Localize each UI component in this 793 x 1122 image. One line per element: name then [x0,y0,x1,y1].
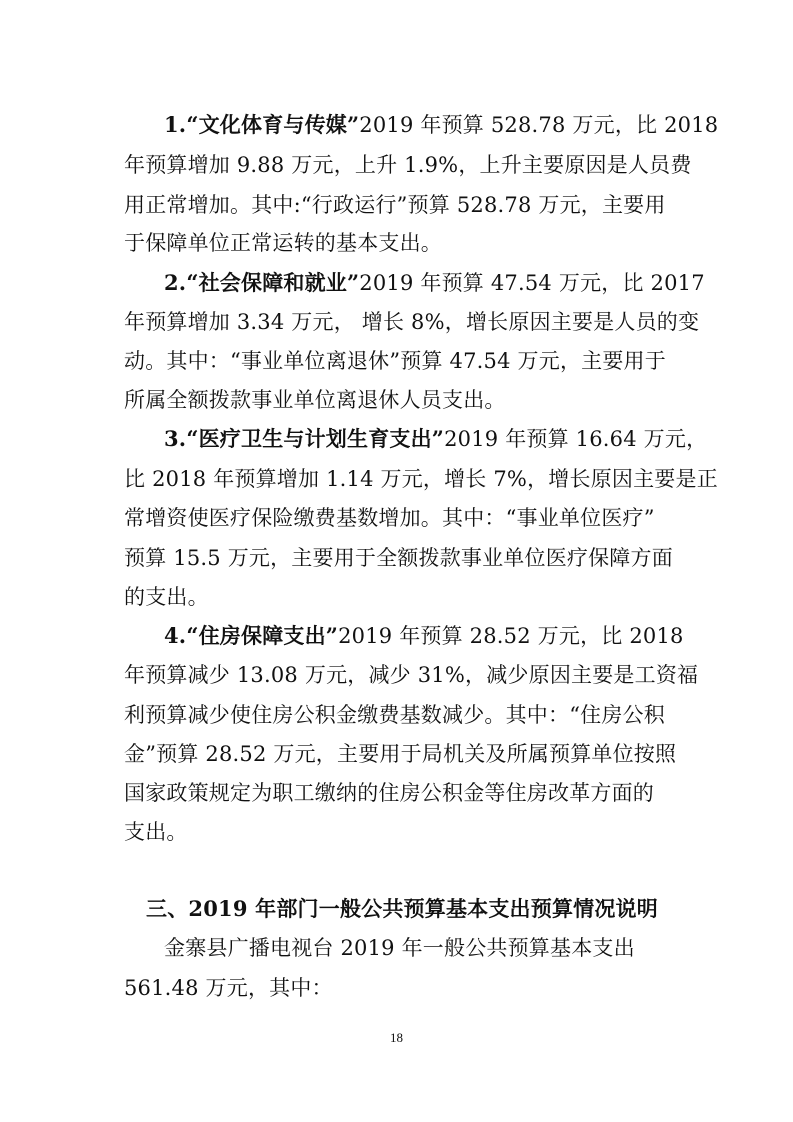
paragraph-3-line-4: 预算 15.5 万元，主要用于全额拨款事业单位医疗保障方面 [124,546,673,570]
paragraph-1-lead: 1.“文化体育与传媒” [164,112,360,137]
paragraph-3-line-1 [164,424,707,454]
page-number: 18 [390,1030,403,1045]
paragraph-4-line-6: 支出。 [124,820,188,844]
paragraph-1-line-2: 年预算增加 9.88 万元，上升 1.9%，上升主要原因是人员费 [124,153,692,177]
paragraph-1-line-3: 用正常增加。其中:“行政运行”预算 528.78 万元，主要用 [124,193,666,217]
paragraph-2-text: 2019 年预算 47.54 万元，比 2017 [359,271,705,295]
paragraph-3-lead: 3.“医疗卫生与计划生育支出” [164,426,445,451]
paragraph-4-line-1 [164,621,684,651]
paragraph-3-line-3: 常增资使医疗保险缴费基数增加。其中：“事业单位医疗” [124,506,655,530]
paragraph-2-line-2: 年预算增加 3.34 万元， 增长 8%，增长原因主要是人员的变 [124,310,700,334]
paragraph-1-line-4: 于保障单位正常运转的基本支出。 [124,231,442,255]
paragraph-3-line-5: 的支出。 [124,585,209,609]
paragraph-3-line-2: 比 2018 年预算增加 1.14 万元，增长 7%，增长原因主要是正 [124,467,718,491]
paragraph-2-line-4: 所属全额拨款事业单位离退休人员支出。 [124,388,506,412]
paragraph-3-text: 2019 年预算 16.64 万元， [444,427,708,451]
paragraph-4-line-5: 国家政策规定为职工缴纳的住房公积金等住房改革方面的 [124,781,654,805]
paragraph-2-lead: 2.“社会保障和就业” [164,270,360,295]
paragraph-4-line-3: 利预算减少使住房公积金缴费基数减少。其中：“住房公积 [124,703,665,727]
paragraph-4-text: 2019 年预算 28.52 万元，比 2018 [338,624,684,648]
paragraph-2-line-3: 动。其中：“事业单位离退休”预算 47.54 万元，主要用于 [124,349,666,373]
section-heading: 三、2019 年部门一般公共预算基本支出预算情况说明 [146,896,658,921]
closing-line-2: 561.48 万元，其中： [124,976,333,1000]
paragraph-4-line-2: 年预算减少 13.08 万元，减少 31%，减少原因主要是工资福 [124,663,699,687]
paragraph-2-line-1 [164,268,705,298]
paragraph-4-line-4: 金”预算 28.52 万元，主要用于局机关及所属预算单位按照 [124,742,677,766]
paragraph-4-lead: 4.“住房保障支出” [164,623,339,648]
paragraph-1-line-1 [164,110,718,140]
paragraph-1-text: 2019 年预算 528.78 万元，比 2018 [359,113,719,137]
closing-line-1: 金寨县广播电视台 2019 年一般公共预算基本支出 [164,936,635,960]
